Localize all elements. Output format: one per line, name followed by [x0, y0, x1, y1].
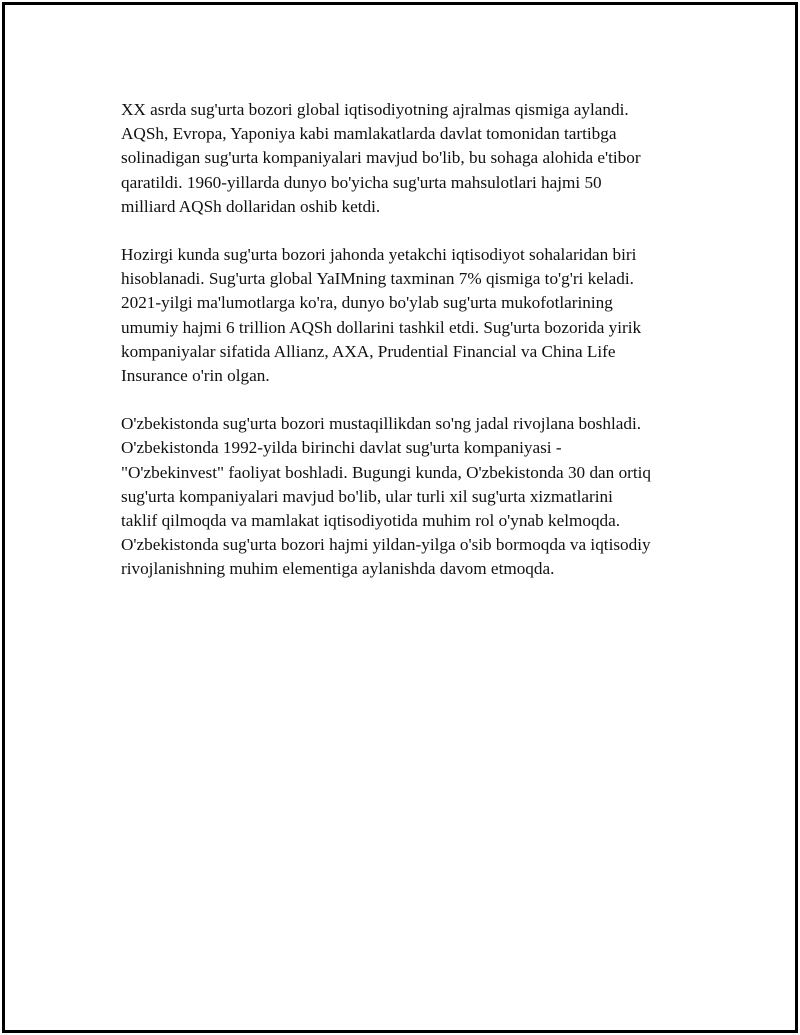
- text-line: Hozirgi kunda sug'urta bozori jahonda yetakchi iqtisodiyot sohalaridan biri: [121, 245, 637, 265]
- text-line: hisoblanadi. Sug'urta global YaIMning taxminan 7% qismiga to'g'ri keladi.: [121, 269, 634, 289]
- text-line: O'zbekistonda 1992-yilda birinchi davlat sug'urta kompaniyasi -: [121, 438, 562, 458]
- text-line: "O'zbekinvest" faoliyat boshladi. Bugungi kunda, O'zbekistonda 30 dan ortiq: [121, 462, 652, 482]
- paragraph-uzbekistan: [121, 412, 701, 581]
- text-line: Insurance o'rin olgan.: [121, 366, 270, 386]
- text-line: taklif qilmoqda va mamlakat iqtisodiyotida muhim rol o'ynab kelmoqda.: [121, 511, 621, 531]
- text-line: 2021-yilgi ma'lumotlarga ko'ra, dunyo bo'ylab sug'urta mukofotlarining: [121, 293, 613, 313]
- text-line: umumiy hajmi 6 trillion AQSh dollarini tashkil etdi. Sug'urta bozorida yirik: [121, 317, 642, 337]
- text-line: O'zbekistonda sug'urta bozori hajmi yildan-yilga o'sib bormoqda va iqtisodiy: [121, 535, 651, 555]
- paragraph-global-today: [121, 243, 701, 388]
- text-line: O'zbekistonda sug'urta bozori mustaqillikdan so'ng jadal rivojlana boshladi.: [121, 414, 642, 434]
- text-line: AQSh, Evropa, Yaponiya kabi mamlakatlarda davlat tomonidan tartibga: [121, 124, 617, 144]
- text-line: XX asrda sug'urta bozori global iqtisodiyotning ajralmas qismiga aylandi.: [121, 100, 629, 119]
- text-line: rivojlanishning muhim elementiga aylanishda davom etmoqda.: [121, 559, 555, 579]
- text-line: solinadigan sug'urta kompaniyalari mavjud bo'lib, bu sohaga alohida e'tibor: [121, 148, 641, 168]
- text-line: qaratildi. 1960-yillarda dunyo bo'yicha sug'urta mahsulotlari hajmi 50: [121, 172, 602, 192]
- document-page: [2, 2, 798, 1033]
- text-line: kompaniyalar sifatida Allianz, AXA, Prudential Financial va China Life: [121, 341, 616, 361]
- text-line: milliard AQSh dollaridan oshib ketdi.: [121, 196, 381, 216]
- document-body: [121, 98, 701, 606]
- text-line: sug'urta kompaniyalari mavjud bo'lib, ular turli xil sug'urta xizmatlarini: [121, 486, 613, 506]
- paragraph-global-history: [121, 98, 701, 219]
